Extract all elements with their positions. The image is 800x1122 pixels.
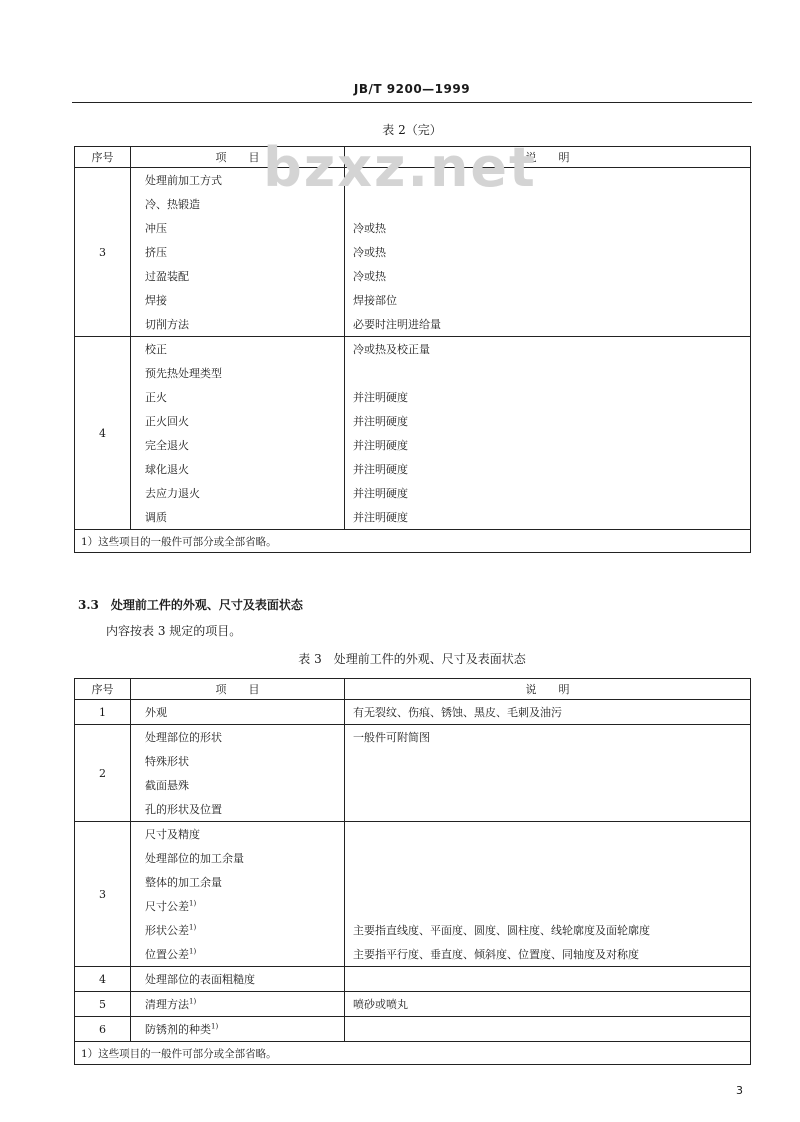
row-item-text: 完全退火 — [145, 439, 189, 452]
row-note-cell — [345, 967, 751, 992]
row-item-cell — [131, 870, 345, 894]
row-note-cell: 冷或热 — [345, 264, 751, 288]
table3-header-row — [75, 679, 751, 700]
table2-col-note: 说 明 — [345, 147, 751, 168]
row-item-cell — [131, 749, 345, 773]
row-note-cell: 并注明硬度 — [345, 505, 751, 530]
row-note-cell — [345, 822, 751, 847]
table3-col-item: 项 目 — [131, 679, 345, 700]
row-note-cell — [345, 846, 751, 870]
table-row — [75, 749, 751, 773]
row-item-cell — [131, 942, 345, 967]
row-note-cell — [345, 1017, 751, 1042]
row-note-cell: 有无裂纹、伤痕、锈蚀、黑皮、毛刺及油污 — [345, 700, 751, 725]
row-item-cell — [131, 700, 345, 725]
row-seq-cell: 1 — [75, 700, 131, 725]
row-item-text: 孔的形状及位置 — [145, 803, 222, 816]
row-item-text: 调质 — [145, 511, 167, 524]
watermark-text: bzxz.net — [263, 136, 537, 199]
row-item-text: 处理前加工方式 — [145, 174, 222, 187]
footnote-marker: 1) — [189, 947, 197, 956]
row-note-cell: 并注明硬度 — [345, 433, 751, 457]
row-seq-cell: 6 — [75, 1017, 131, 1042]
row-item-cell — [131, 822, 345, 847]
row-note-cell: 主要指直线度、平面度、圆度、圆柱度、线轮廓度及面轮廓度 — [345, 918, 751, 942]
footnote-marker: 1) — [189, 923, 197, 932]
row-item-cell — [131, 481, 345, 505]
row-item-text: 冷、热锻造 — [145, 198, 200, 211]
table-row — [75, 1017, 751, 1042]
row-note-cell: 必要时注明进给量 — [345, 312, 751, 337]
table3-footnote-row — [75, 1042, 751, 1065]
row-item-cell — [131, 240, 345, 264]
row-item-text: 挤压 — [145, 246, 167, 259]
row-item-text: 外观 — [145, 706, 167, 719]
row-note-cell: 并注明硬度 — [345, 409, 751, 433]
row-item-cell — [131, 385, 345, 409]
section-heading: 3.3 处理前工件的外观、尺寸及表面状态 — [78, 598, 303, 612]
table-row — [75, 773, 751, 797]
row-item-cell — [131, 992, 345, 1017]
table-row — [75, 481, 751, 505]
table3-caption: 表 3 处理前工件的外观、尺寸及表面状态 — [298, 652, 526, 666]
table-row — [75, 433, 751, 457]
table-row — [75, 700, 751, 725]
row-item-text: 过盈装配 — [145, 270, 189, 283]
row-note-cell — [345, 894, 751, 918]
row-item-text: 校正 — [145, 343, 167, 356]
row-item-text: 尺寸及精度 — [145, 828, 200, 841]
row-note-cell: 焊接部位 — [345, 288, 751, 312]
table-row — [75, 967, 751, 992]
row-item-cell — [131, 1017, 345, 1042]
header-rule — [72, 102, 752, 103]
table2-col-seq: 序号 — [75, 147, 131, 168]
table-row — [75, 288, 751, 312]
row-item-cell — [131, 409, 345, 433]
document-id-header: JB/T 9200—1999 — [353, 82, 471, 96]
row-note-cell — [345, 773, 751, 797]
section-body: 内容按表 3 规定的项目。 — [106, 624, 242, 638]
table2-footnote: 1）这些项目的一般件可部分或全部省略。 — [75, 530, 751, 553]
table2-footnote-row — [75, 530, 751, 553]
row-item-text: 处理部位的形状 — [145, 731, 222, 744]
table-row — [75, 725, 751, 750]
row-item-text: 形状公差 — [145, 924, 189, 937]
table-row — [75, 846, 751, 870]
table-row — [75, 894, 751, 918]
table2-caption: 表 2（完） — [382, 123, 442, 137]
row-item-cell — [131, 216, 345, 240]
page-number: 3 — [736, 1084, 743, 1097]
row-item-text: 尺寸公差 — [145, 900, 189, 913]
row-item-cell — [131, 846, 345, 870]
row-item-text: 处理部位的表面粗糙度 — [145, 973, 255, 986]
row-note-cell: 冷或热 — [345, 240, 751, 264]
row-note-cell — [345, 797, 751, 822]
row-item-text: 切削方法 — [145, 318, 189, 331]
table-row — [75, 409, 751, 433]
row-note-cell — [345, 749, 751, 773]
table2 — [74, 146, 751, 553]
row-note-cell: 并注明硬度 — [345, 457, 751, 481]
table-row — [75, 797, 751, 822]
row-seq-cell: 4 — [75, 967, 131, 992]
row-note-cell: 并注明硬度 — [345, 481, 751, 505]
row-note-cell: 一般件可附简图 — [345, 725, 751, 750]
table-row — [75, 361, 751, 385]
row-seq-cell: 3 — [75, 168, 131, 337]
table3-footnote: 1）这些项目的一般件可部分或全部省略。 — [75, 1042, 751, 1065]
row-item-text: 预先热处理类型 — [145, 367, 222, 380]
row-item-text: 整体的加工余量 — [145, 876, 222, 889]
row-item-cell — [131, 264, 345, 288]
row-note-cell — [345, 870, 751, 894]
table3-col-seq: 序号 — [75, 679, 131, 700]
row-item-cell — [131, 894, 345, 918]
row-note-cell: 主要指平行度、垂直度、倾斜度、位置度、同轴度及对称度 — [345, 942, 751, 967]
row-seq-cell: 2 — [75, 725, 131, 822]
table-row — [75, 216, 751, 240]
table-row — [75, 312, 751, 337]
row-note-cell: 冷或热及校正量 — [345, 337, 751, 362]
table-row — [75, 457, 751, 481]
row-item-text: 正火回火 — [145, 415, 189, 428]
table-row — [75, 337, 751, 362]
row-item-cell — [131, 773, 345, 797]
row-item-cell — [131, 457, 345, 481]
row-item-text: 位置公差 — [145, 948, 189, 961]
table2-col-item: 项 目 — [131, 147, 345, 168]
table-row — [75, 870, 751, 894]
table-row — [75, 505, 751, 530]
row-item-text: 截面悬殊 — [145, 779, 189, 792]
row-item-text: 防锈剂的种类 — [145, 1023, 211, 1036]
row-seq-cell: 4 — [75, 337, 131, 530]
row-item-text: 特殊形状 — [145, 755, 189, 768]
row-note-cell: 冷或热 — [345, 216, 751, 240]
row-note-cell: 喷砂或喷丸 — [345, 992, 751, 1017]
row-item-text: 球化退火 — [145, 463, 189, 476]
table-row — [75, 240, 751, 264]
table-row — [75, 264, 751, 288]
row-item-cell — [131, 433, 345, 457]
row-item-cell — [131, 918, 345, 942]
row-item-cell — [131, 288, 345, 312]
row-item-text: 焊接 — [145, 294, 167, 307]
row-item-cell — [131, 337, 345, 362]
row-item-text: 冲压 — [145, 222, 167, 235]
row-note-cell: 并注明硬度 — [345, 385, 751, 409]
table-row — [75, 992, 751, 1017]
table-row — [75, 918, 751, 942]
footnote-marker: 1) — [211, 1022, 219, 1031]
row-item-text: 处理部位的加工余量 — [145, 852, 244, 865]
footnote-marker: 1) — [189, 899, 197, 908]
row-item-text: 正火 — [145, 391, 167, 404]
footnote-marker: 1) — [189, 997, 197, 1006]
row-seq-cell: 5 — [75, 992, 131, 1017]
table3-col-note: 说 明 — [345, 679, 751, 700]
row-note-cell — [345, 361, 751, 385]
table-row — [75, 385, 751, 409]
table3 — [74, 678, 751, 1065]
row-item-cell — [131, 505, 345, 530]
row-item-text: 清理方法 — [145, 998, 189, 1011]
table-row — [75, 942, 751, 967]
table-row — [75, 822, 751, 847]
row-seq-cell: 3 — [75, 822, 131, 967]
row-item-text: 去应力退火 — [145, 487, 200, 500]
row-item-cell — [131, 797, 345, 822]
row-item-cell — [131, 725, 345, 750]
row-item-cell — [131, 312, 345, 337]
row-item-cell — [131, 361, 345, 385]
row-item-cell — [131, 967, 345, 992]
